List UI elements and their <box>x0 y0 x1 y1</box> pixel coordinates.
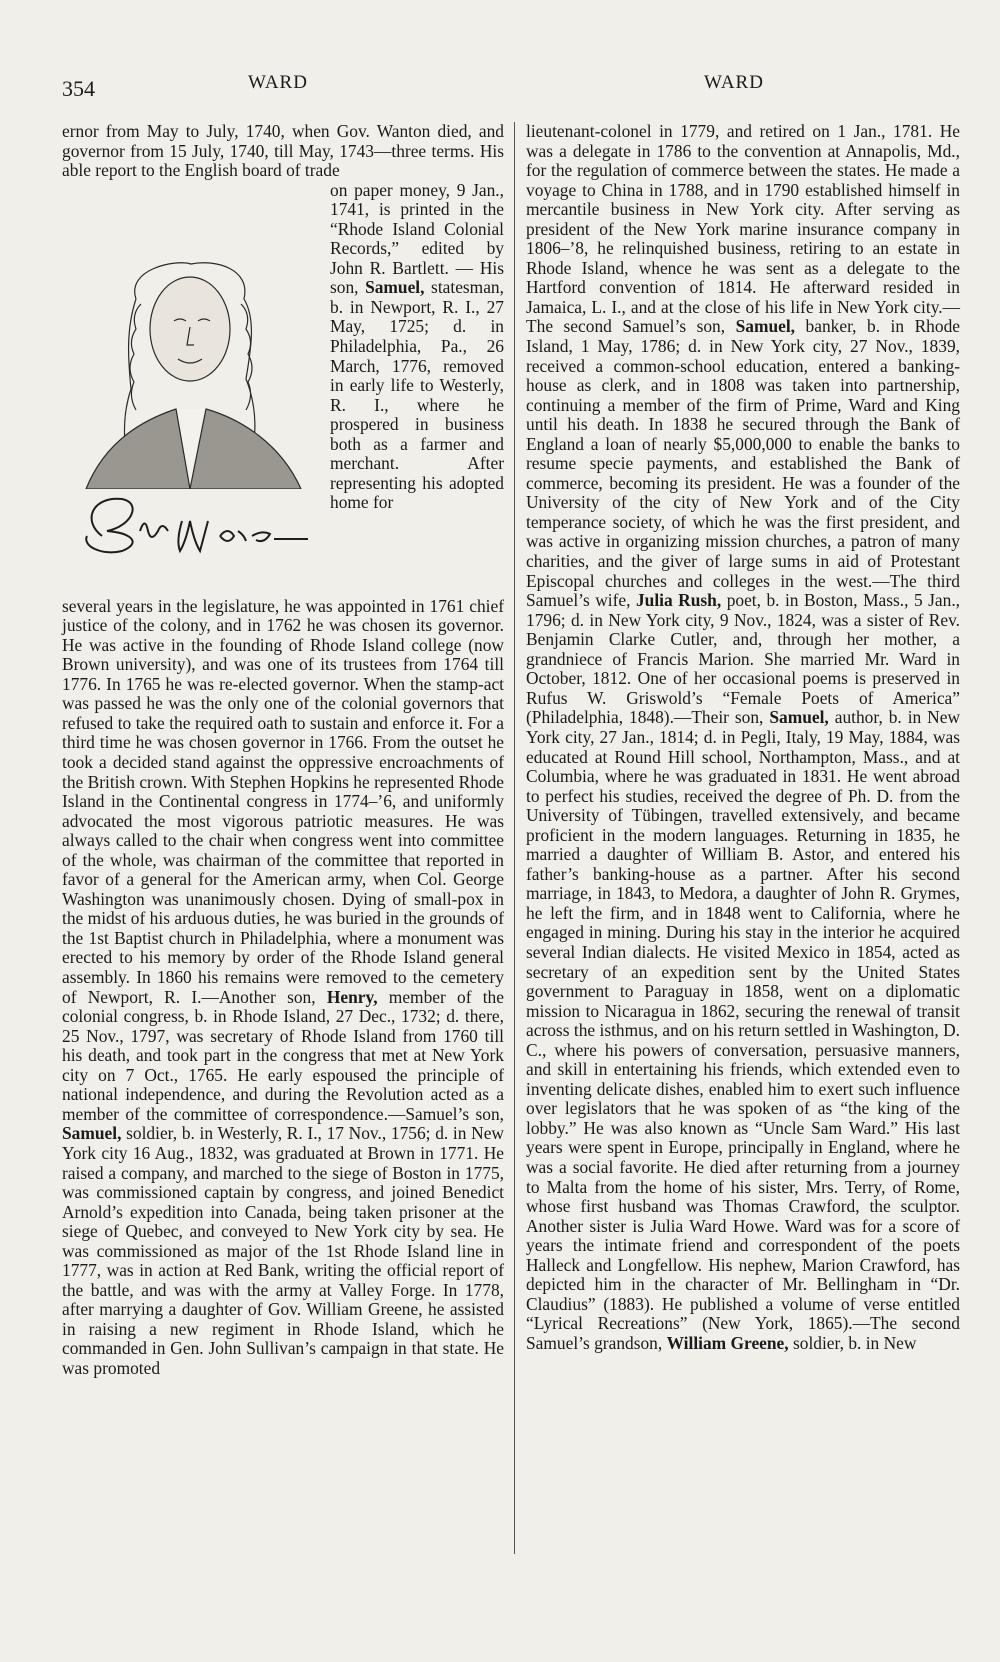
text-segment: poet, b. in Boston, Mass., 5 Jan., 1796; d. in New York city, 9 Nov., 1824, was a sister of Rev. Benjamin Clarke Cutler, and, through her mother, a grandniece of Francis Marion. She married Mr. Ward in October, 1812. One of her occasional poems is preserved in Rufus W. Griswold’s “Female Poets of America” (Philadelphia, 1848).—Their son, <box>526 590 961 728</box>
entry-name-william-greene: William Greene, <box>666 1332 789 1353</box>
text-segment: lieutenant-colonel in 1779, and retired on 1 Jan., 1781. He was a delegate in 1786 to the convention at Annapolis, Md., for the regulation of commerce between the states. He made a voyage to China in 1788, and in 1790 established himself in mercantile business in New York city. After serving as president of the New York marine insurance company in 1806–’8, he relinquished business, retiring to an estate in Rhode Island, whence he was sent as a delegate to the Hartford convention of 1814. He afterward resided in Jamaica, L. I., and at the close of his life in New York city.—The second Samuel’s son, <box>526 121 960 337</box>
portrait-area <box>62 181 324 597</box>
entry-name-samuel-soldier: Samuel, <box>62 1123 122 1144</box>
running-head-right: WARD <box>704 72 764 93</box>
entry-name-samuel-statesman: Samuel, <box>365 277 425 298</box>
text-segment: author, b. in New York city, 27 Jan., 1814; d. in Pegli, Italy, 19 May, 1884, was educated at Round Hill school, Northampton, Mass., and at Columbia, where he was graduated in 1831. He went abroad to perfect his studies, received the degree of Ph. D. from the University of Tübingen, travelled extensively, and became proficient in the modern languages. Returning in 1835, he married a daughter of William B. Astor, and entered his father’s banking-house as a partner. After his second marriage, in 1843, to Medora, a daughter of John R. Grymes, he left the firm, and in 1848 went to California, where he engaged in mining. During his stay in the interior he acquired several Indian dialects. He visited Mexico in 1854, acted as secretary of an expedition sent by the United States government to Paraguay in 1858, went on a diplomatic mission to Nicaragua in 1862, securing the renewal of transit across the isthmus, and on his return settled in Washington, D. C., where his powers of conversation, persuasive manners, and skill in entertaining his friends, which extended even to inventing delicate dishes, enabled him to exert such influence over legislators that he was spoken of as “the king of the lobby.” He was also known as “Uncle Sam Ward.” His last years were spent in Europe, principally in England, where he was a social favorite. He died after returning from a journey to Malta from the home of his sister, Mrs. Terry, of Rome, whose first husband was Thomas Crawford, the sculptor. Another sister is Julia Ward Howe. Ward was for a score of years the intimate friend and correspondent of the poets Halleck and Longfellow. His nephew, Marion Crawford, has depicted him in the character of Mr. Bellingham in “Dr. Claudius” (1883). He published a volume of verse entitled “Lyrical Recreations” (New York, 1865).—The second Samuel’s grandson, <box>526 707 961 1353</box>
text-beside-portrait <box>330 181 504 597</box>
body-text <box>62 597 504 1379</box>
text-segment: soldier, b. in Westerly, R. I., 17 Nov., 1756; d. in New York city 16 Aug., 1832, was graduated at Brown in 1771. He raised a company, and marched to the siege of Boston in 1775, was commissioned captain by congress, and joined Benedict Arnold’s expedition into Canada, being taken prisoner at the siege of Quebec, and conveyed to New York city by sea. He was commissioned as major of the 1st Rhode Island line in 1777, was in action at Red Bank, writing the official report of the battle, and was with the army at Valley Forge. In 1778, after marrying a daughter of Gov. William Greene, he assisted in raising a new regiment in Rhode Island, which he commanded in Gen. John Sullivan’s campaign in that state. He was promoted <box>62 1123 504 1378</box>
text-segment: on paper money, 9 Jan., 1741, is printed in the “Rhode Island Colonial Records,” edited by John R. Bartlett. — His son, <box>330 179 504 298</box>
left-column <box>62 122 504 1379</box>
right-column <box>526 122 960 1353</box>
signature-icon <box>62 481 312 571</box>
entry-name-henry: Henry, <box>326 986 378 1007</box>
body-text <box>526 122 960 1353</box>
text-segment: statesman, b. in Newport, R. I., 27 May, 1725; d. in Philadelphia, Pa., 26 March, 1776, removed in early life to Westerly, R. I., where he prospered in business both as a farmer and merchant. After representing his adopted home for <box>330 277 504 513</box>
entry-name-samuel-author: Samuel, <box>769 707 829 728</box>
text-segment: member of the colonial congress, b. in Rhode Island, 27 Dec., 1732; d. there, 25 Nov., 1797, was secretary of Rhode Island from 1760 till his death, and took part in the congress that met at New York city on 7 Oct., 1765. He early espoused the principle of national independence, and during the Revolution acted as a member of the committee of correspondence.—Samuel’s son, <box>62 986 504 1124</box>
portrait-block <box>62 181 504 597</box>
column-divider <box>514 122 515 1554</box>
page-number: 354 <box>62 76 95 101</box>
text-segment: several years in the legislature, he was appointed in 1761 chief justice of the colony, and in 1762 he was chosen its governor. He was active in the founding of Rhode Island college (now Brown university), and was one of its trustees from 1764 till 1776. In 1765 he was re-elected governor. When the stamp-act was passed he was the only one of the colonial governors that refused to take the required oath to sustain and enforce it. For a third time he was chosen governor in 1766. From the outset he took a decided stand against the oppressive encroachments of the British crown. With Stephen Hopkins he represented Rhode Island in the Continental congress in 1774–’6, and uniformly advocated the most vigorous patriotic measures. He was always called to the chair when congress went into committee of the whole, was chairman of the committee that reported in favor of a general for the American army, when Col. George Washington was unanimously chosen. Dying of small-pox in the midst of his arduous duties, he was buried in the grounds of the 1st Baptist church in Philadelphia, where a monument was erected to his memory by order of the Rhode Island general assembly. In 1860 his remains were removed to the cemetery of Newport, R. I.—Another son, <box>62 595 504 1007</box>
text-segment: soldier, b. in New <box>792 1332 917 1353</box>
entry-name-julia-rush: Julia Rush, <box>635 590 722 611</box>
text-segment: banker, b. in Rhode Island, 1 May, 1786; d. in New York city, 27 Nov., 1839, received a common-school education, entered a banking-house as clerk, and in 1808 was taken into partnership, continuing a member of the firm of Prime, Ward and King until his death. In 1838 he secured through the Bank of England a loan of nearly $5,000,000 to enable the banks to resume specie payments, and established the Bank of commerce, becoming its president. He was a founder of the University of the city of New York and of the City temperance society, of which he was the first president, and was active in organizing mission churches, a patron of many charities, and the giver of large sums in aid of Protestant Episcopal churches and colleges in the west.—The third Samuel’s wife, <box>526 316 960 611</box>
entry-name-samuel-banker: Samuel, <box>735 316 796 337</box>
running-head-left: WARD <box>248 72 308 93</box>
intro-text: ernor from May to July, 1740, when Gov. Wanton died, and governor from 15 July, 1740, till May, 1743—three terms. His able report to the English board of trade <box>62 121 504 181</box>
portrait-icon <box>66 259 316 489</box>
